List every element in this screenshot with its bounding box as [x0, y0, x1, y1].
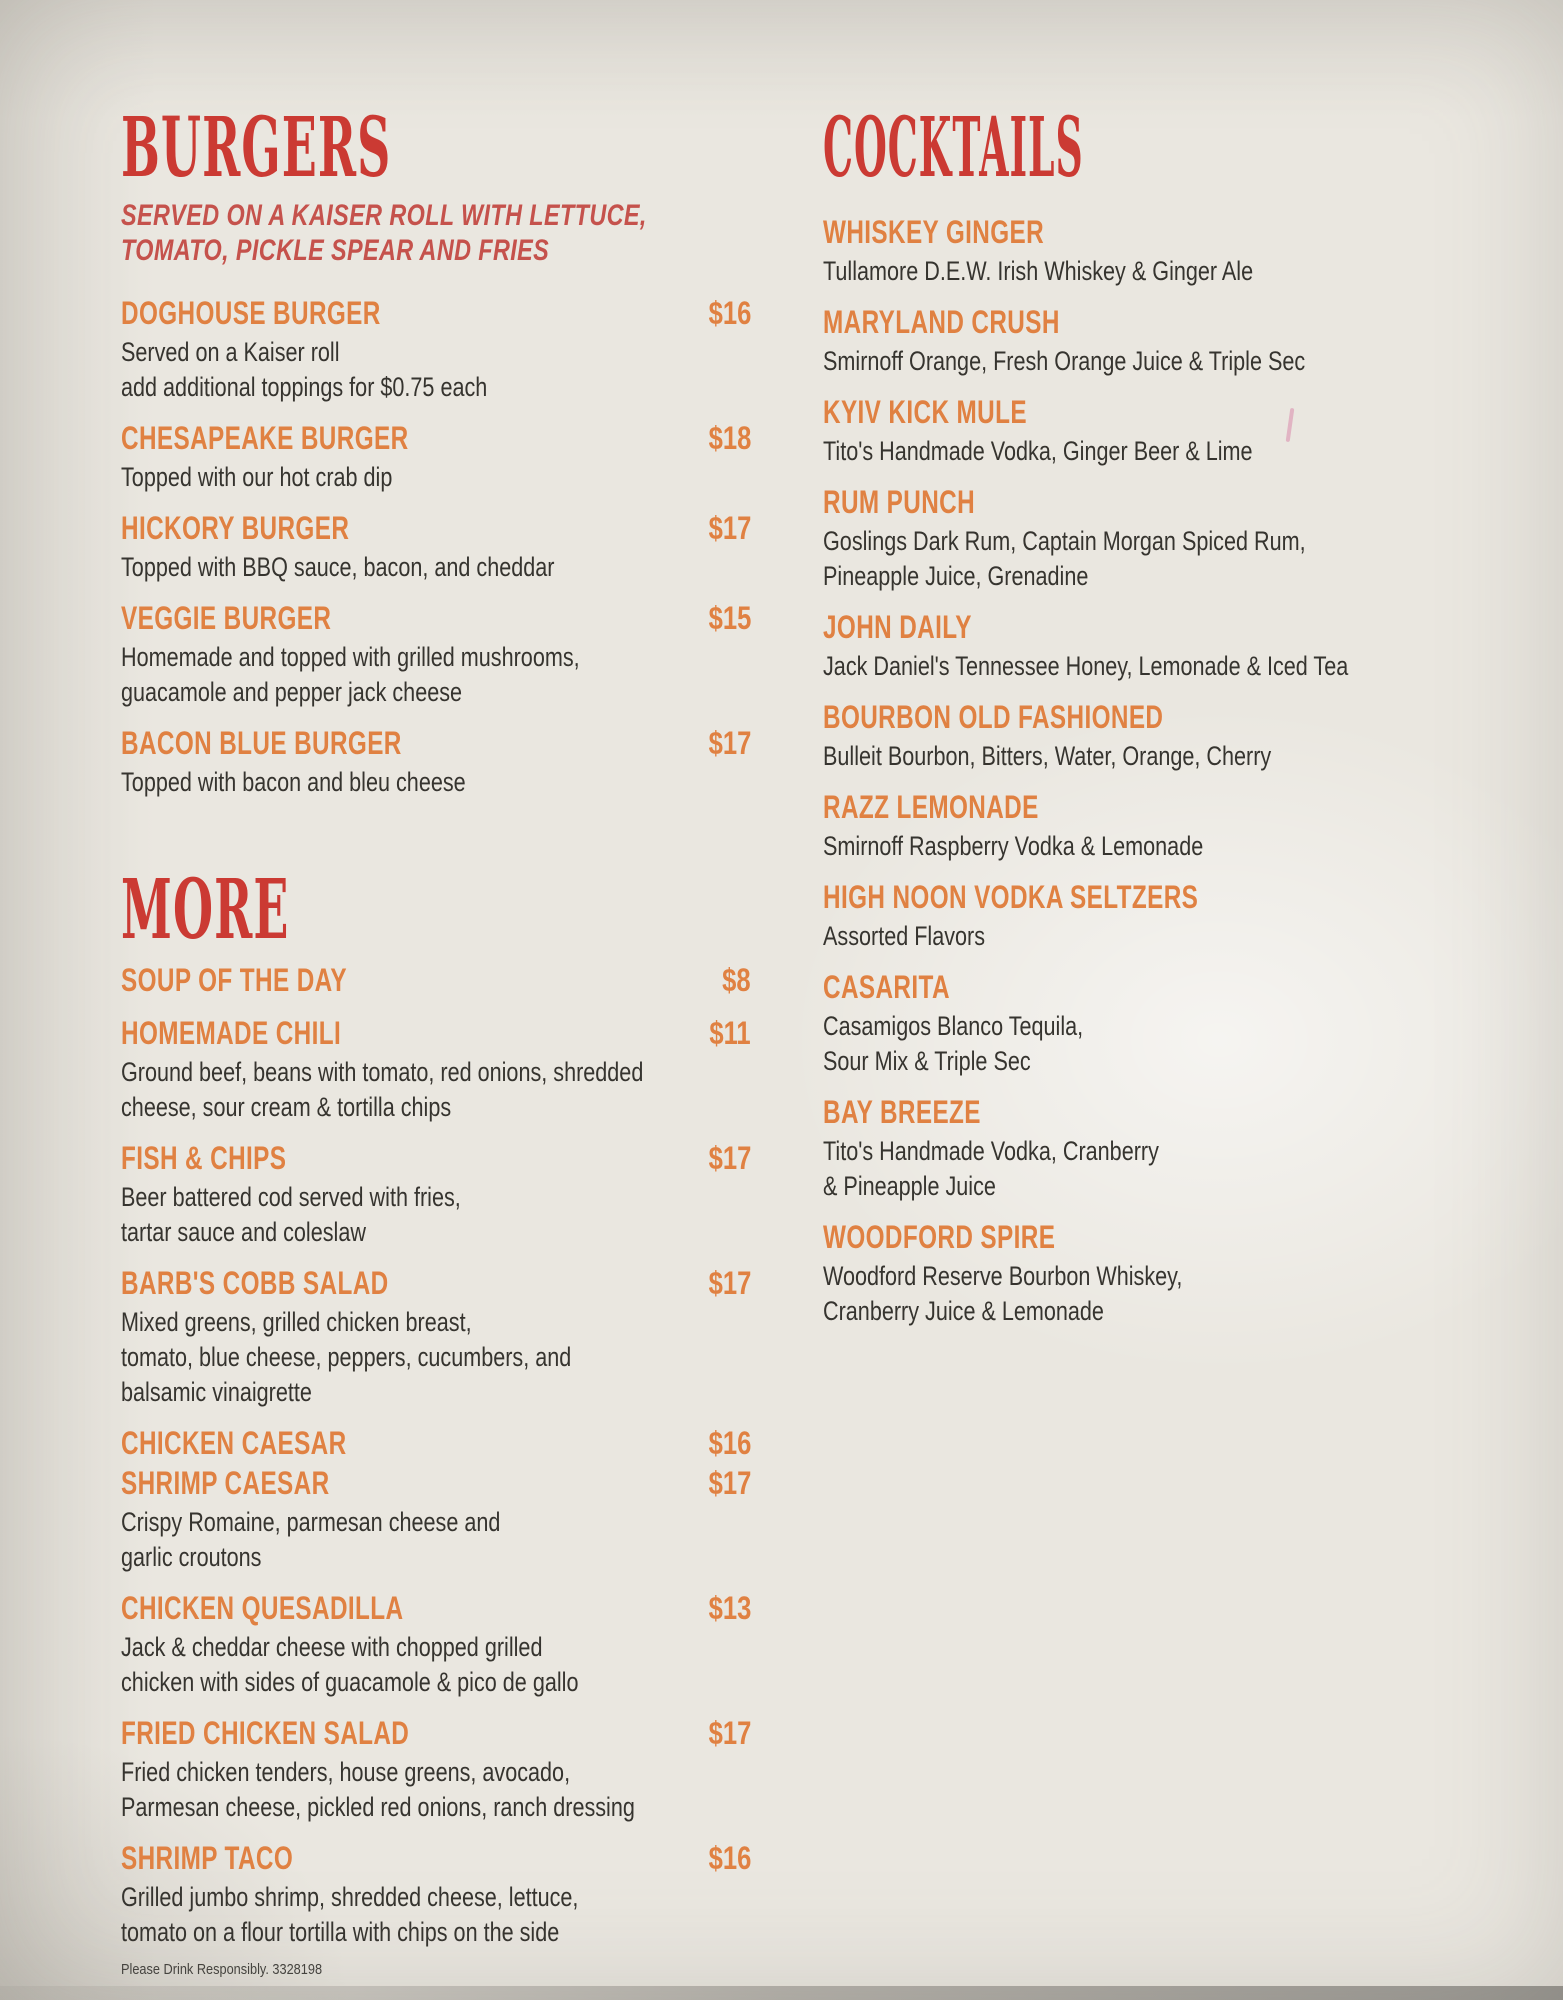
item-description [121, 1755, 751, 1825]
item-description [823, 254, 1463, 289]
item-name: VEGGIE BURGER [121, 600, 332, 636]
menu-item [121, 418, 751, 495]
item-description-text: & Pineapple Juice [823, 1171, 996, 1201]
menu-item [823, 482, 1463, 594]
menu-item [823, 967, 1463, 1079]
item-description-line [823, 829, 1463, 864]
item-name-row [121, 723, 751, 763]
item-description [121, 335, 751, 405]
item-name-row [121, 598, 751, 638]
item-name-row [121, 293, 751, 333]
item-price: $11 [709, 1015, 751, 1051]
item-description-text: chicken with sides of guacamole & pico de gallo [121, 1667, 579, 1697]
item-name: FISH & CHIPS [121, 1140, 287, 1176]
item-name-row [121, 1423, 751, 1463]
menu-item [121, 508, 751, 585]
item-description-line [823, 524, 1463, 559]
item-name-row [823, 697, 1463, 737]
item-name: HIGH NOON VODKA SELTZERS [823, 879, 1199, 915]
item-description-text: Jack Daniel's Tennessee Honey, Lemonade & Iced Tea [823, 651, 1349, 681]
item-name: WOODFORD SPIRE [823, 1219, 1056, 1255]
item-name-row [823, 787, 1463, 827]
item-price: $17 [708, 1465, 751, 1501]
item-description-text: Smirnoff Orange, Fresh Orange Juice & Triple Sec [823, 346, 1306, 376]
menu-section-cocktails [823, 100, 1463, 1329]
item-name: MARYLAND CRUSH [823, 304, 1060, 340]
menu-item [121, 1838, 751, 1950]
menu-items [121, 293, 751, 800]
item-description [121, 1505, 751, 1575]
item-description-line [121, 1375, 751, 1410]
item-name-row [823, 967, 1463, 1007]
item-name: SHRIMP TACO [121, 1840, 294, 1876]
item-description [121, 1630, 751, 1700]
item-description-line [121, 1305, 751, 1340]
item-price: $16 [708, 295, 751, 331]
item-description-text: Assorted Flavors [823, 921, 986, 951]
menu-item [823, 392, 1463, 469]
menu-item [823, 787, 1463, 864]
item-description-text: Bulleit Bourbon, Bitters, Water, Orange, Cherry [823, 741, 1272, 771]
menu-item [823, 302, 1463, 379]
item-description-line [121, 1915, 751, 1950]
item-name: HOMEMADE CHILI [121, 1015, 342, 1051]
item-description-text: guacamole and pepper jack cheese [121, 677, 463, 707]
menu-items [823, 212, 1463, 1329]
item-name-row [121, 1263, 751, 1303]
item-name-row [823, 392, 1463, 432]
section-title-more: MORE [121, 862, 290, 958]
item-description-line [823, 1294, 1463, 1329]
item-description-text: Mixed greens, grilled chicken breast, [121, 1307, 472, 1337]
item-name: BACON BLUE BURGER [121, 725, 402, 761]
item-description-line [823, 649, 1463, 684]
item-description-line [823, 739, 1463, 774]
item-name-row [121, 1463, 751, 1503]
item-name-row [121, 508, 751, 548]
item-price: $17 [708, 510, 751, 546]
menu-item [121, 1588, 751, 1700]
item-description-line [121, 1540, 751, 1575]
item-description-text: tomato, blue cheese, peppers, cucumbers, and [121, 1342, 572, 1372]
footer-text: Please Drink Responsibly. 3328198 [121, 1961, 323, 1978]
item-description-line [121, 1790, 751, 1825]
menu-item [121, 1423, 751, 1575]
item-description-line [121, 550, 751, 585]
item-price: $17 [708, 1265, 751, 1301]
item-name-row [823, 877, 1463, 917]
item-description-line [121, 1630, 751, 1665]
item-name: CHICKEN QUESADILLA [121, 1590, 404, 1626]
menu-item [121, 598, 751, 710]
item-name-row [121, 960, 751, 1000]
item-name: HICKORY BURGER [121, 510, 350, 546]
menu-section-burgers [121, 100, 751, 800]
item-name: CASARITA [823, 969, 950, 1005]
item-name: RUM PUNCH [823, 484, 976, 520]
menu-item [823, 607, 1463, 684]
item-price: $17 [708, 1715, 751, 1751]
item-description-text: Served on a Kaiser roll [121, 337, 340, 367]
item-description-line [121, 1880, 751, 1915]
item-name: BARB'S COBB SALAD [121, 1265, 389, 1301]
item-name: DOGHOUSE BURGER [121, 295, 381, 331]
item-description-line [121, 765, 751, 800]
section-subtitle-text: SERVED ON A KAISER ROLL WITH LETTUCE, [121, 199, 647, 232]
item-description-text: Topped with our hot crab dip [121, 462, 393, 492]
section-subtitle [121, 198, 751, 268]
menu-item [121, 1263, 751, 1410]
menu-item [823, 697, 1463, 774]
item-description-text: Jack & cheddar cheese with chopped grilled [121, 1632, 543, 1662]
menu-column-left [121, 100, 751, 1963]
menu-section-more [121, 862, 751, 1950]
item-description [121, 460, 751, 495]
item-description [823, 919, 1463, 954]
item-description-text: Crispy Romaine, parmesan cheese and [121, 1507, 501, 1537]
item-price: $17 [708, 725, 751, 761]
item-description-text: Topped with BBQ sauce, bacon, and cheddar [121, 552, 555, 582]
item-description [121, 640, 751, 710]
item-name-row [121, 418, 751, 458]
item-description [823, 829, 1463, 864]
item-description-text: Cranberry Juice & Lemonade [823, 1296, 1104, 1326]
item-description-text: garlic croutons [121, 1542, 262, 1572]
menu-items [121, 960, 751, 1950]
menu-item [823, 877, 1463, 954]
section-subtitle-line [121, 198, 751, 233]
item-description-text: cheese, sour cream & tortilla chips [121, 1092, 452, 1122]
item-description-text: balsamic vinaigrette [121, 1377, 312, 1407]
item-description-line [121, 335, 751, 370]
item-name-row [121, 1588, 751, 1628]
menu-item [823, 1092, 1463, 1204]
item-description-line [121, 1090, 751, 1125]
item-description [823, 739, 1463, 774]
item-description-line [121, 1665, 751, 1700]
item-name: WHISKEY GINGER [823, 214, 1045, 250]
item-description-text: tartar sauce and coleslaw [121, 1217, 366, 1247]
item-description-text: Tito's Handmade Vodka, Ginger Beer & Lime [823, 436, 1253, 466]
item-name: KYIV KICK MULE [823, 394, 1027, 430]
item-description-line [823, 254, 1463, 289]
item-name: SHRIMP CAESAR [121, 1465, 330, 1501]
item-description-text: Pineapple Juice, Grenadine [823, 561, 1089, 591]
item-description [823, 1259, 1463, 1329]
item-description-text: Casamigos Blanco Tequila, [823, 1011, 1084, 1041]
menu-item [121, 960, 751, 1000]
item-description-line [823, 559, 1463, 594]
item-name: JOHN DAILY [823, 609, 972, 645]
menu-item [121, 1713, 751, 1825]
item-description-text: Tullamore D.E.W. Irish Whiskey & Ginger Ale [823, 256, 1254, 286]
item-name: BOURBON OLD FASHIONED [823, 699, 1164, 735]
item-description [823, 649, 1463, 684]
item-description-line [823, 344, 1463, 379]
item-description [121, 765, 751, 800]
photo-edge-shadow [0, 1986, 1563, 2000]
item-description-line [823, 1169, 1463, 1204]
item-description-line [121, 1215, 751, 1250]
item-price: $16 [708, 1425, 751, 1461]
item-description-text: Goslings Dark Rum, Captain Morgan Spiced Rum, [823, 526, 1306, 556]
item-description-text: Tito's Handmade Vodka, Cranberry [823, 1136, 1159, 1166]
item-description [823, 1134, 1463, 1204]
item-description-text: Beer battered cod served with fries, [121, 1182, 461, 1212]
item-description-text: tomato on a flour tortilla with chips on the side [121, 1917, 560, 1947]
item-description-line [121, 675, 751, 710]
item-description-line [121, 370, 751, 405]
item-description-text: Homemade and topped with grilled mushrooms, [121, 642, 580, 672]
item-description-line [121, 1055, 751, 1090]
section-title-cocktails: COCKTAILS [823, 100, 1084, 196]
section-title-burgers: BURGERS [121, 100, 392, 196]
item-price: $13 [708, 1590, 751, 1626]
menu-item [121, 723, 751, 800]
item-name-row [823, 1092, 1463, 1132]
item-description-text: Woodford Reserve Bourbon Whiskey, [823, 1261, 1183, 1291]
item-name: SOUP OF THE DAY [121, 962, 347, 998]
item-name-row [823, 212, 1463, 252]
section-subtitle-text: TOMATO, PICKLE SPEAR AND FRIES [121, 234, 550, 267]
item-description-line [121, 1340, 751, 1375]
item-name-row [823, 302, 1463, 342]
menu-item [823, 1217, 1463, 1329]
item-description [121, 1880, 751, 1950]
item-name-row [823, 1217, 1463, 1257]
item-name-row [121, 1713, 751, 1753]
item-description-line [121, 1505, 751, 1540]
item-description-text: Grilled jumbo shrimp, shredded cheese, lettuce, [121, 1882, 579, 1912]
item-description [823, 344, 1463, 379]
item-description-text: Smirnoff Raspberry Vodka & Lemonade [823, 831, 1204, 861]
item-description [823, 1009, 1463, 1079]
item-price: $18 [708, 420, 751, 456]
item-price: $16 [708, 1840, 751, 1876]
item-description-line [823, 1044, 1463, 1079]
item-name-row [121, 1838, 751, 1878]
menu-item [121, 293, 751, 405]
item-description [121, 1180, 751, 1250]
item-name-row [121, 1013, 751, 1053]
item-name: RAZZ LEMONADE [823, 789, 1039, 825]
item-name: CHICKEN CAESAR [121, 1425, 347, 1461]
item-price: $17 [708, 1140, 751, 1176]
item-name: CHESAPEAKE BURGER [121, 420, 409, 456]
menu-column-right [823, 100, 1463, 1342]
item-description-text: Topped with bacon and bleu cheese [121, 767, 466, 797]
menu-footer [121, 1960, 358, 1980]
item-description-line [121, 1180, 751, 1215]
item-description-text: Fried chicken tenders, house greens, avocado, [121, 1757, 571, 1787]
item-description [823, 434, 1463, 469]
item-description [121, 550, 751, 585]
item-name-row [121, 1138, 751, 1178]
item-description-line [823, 919, 1463, 954]
menu-item [121, 1138, 751, 1250]
section-subtitle-line [121, 233, 751, 268]
item-name-row [823, 482, 1463, 522]
item-description-text: Ground beef, beans with tomato, red onions, shredded [121, 1057, 644, 1087]
item-description-text: Sour Mix & Triple Sec [823, 1046, 1031, 1076]
item-description-text: Parmesan cheese, pickled red onions, ranch dressing [121, 1792, 635, 1822]
item-description-line [823, 1134, 1463, 1169]
item-name-row [823, 607, 1463, 647]
item-description [823, 524, 1463, 594]
item-description-line [823, 1009, 1463, 1044]
item-name: BAY BREEZE [823, 1094, 981, 1130]
item-description-line [121, 460, 751, 495]
item-description [121, 1305, 751, 1410]
item-price: $15 [708, 600, 751, 636]
item-description-line [121, 640, 751, 675]
item-description [121, 1055, 751, 1125]
item-description-text: add additional toppings for $0.75 each [121, 372, 488, 402]
menu-item [823, 212, 1463, 289]
item-description-line [823, 1259, 1463, 1294]
item-price: $8 [722, 962, 751, 998]
item-name: FRIED CHICKEN SALAD [121, 1715, 410, 1751]
menu-item [121, 1013, 751, 1125]
item-description-line [823, 434, 1463, 469]
item-description-line [121, 1755, 751, 1790]
